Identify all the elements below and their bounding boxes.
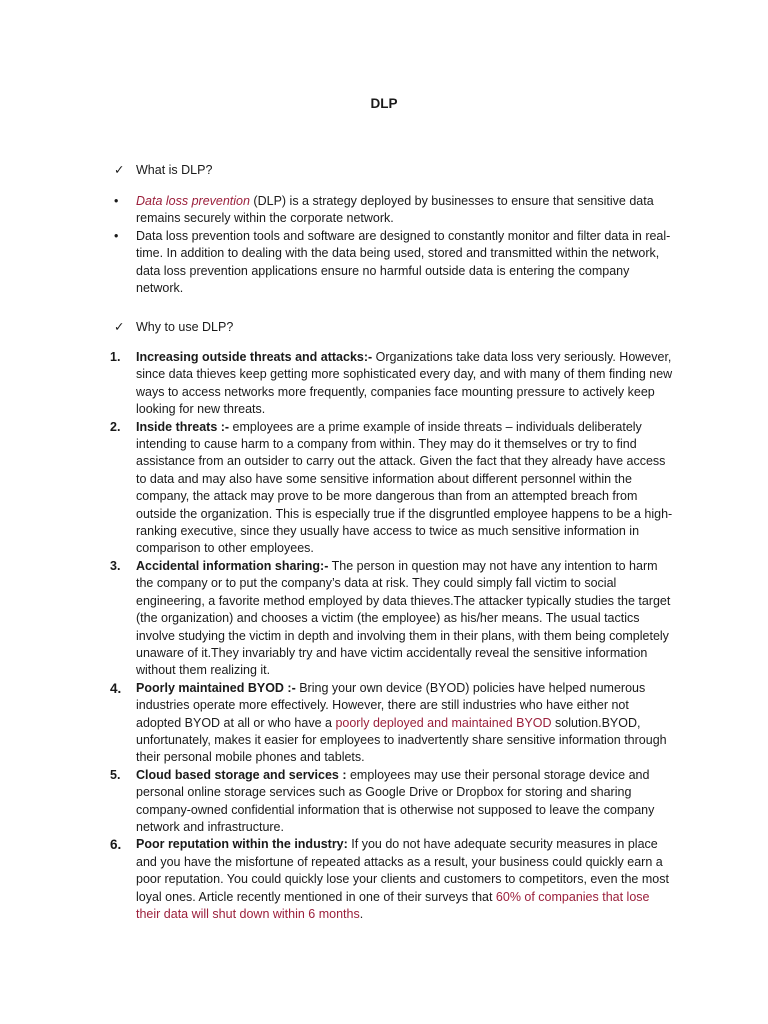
reason-text: If you do not have adequate security measures in place and you have the misfortune of repeated attacks as a result, your business could quickly earn a poor reputation. You could quickly lose your clients and customers to competitors, even the most loyal ones. Article recently mentioned in one of their surveys that (136, 837, 669, 904)
reason-title: Inside threats :- (136, 419, 230, 434)
list-item (110, 419, 676, 558)
section-heading-why-text: Why to use DLP? (136, 320, 234, 334)
reason-text: employees are a prime example of inside threats – individuals deliberately intending to cause harm to a company from within. They may do it themselves or try to find assistance from an outsider to carry out the attack. Given the fact that they already have access to data and may also have some sensitive information about different personnel within the company, the attack may prove to be more dangerous than from an attempted breach from outside the organization. This is especially true if the disgruntled employee happens to be a high-ranking executive, since they usually have access to twice as much sensitive information in comparison to other employees. (136, 419, 673, 556)
bullet-icon: • (114, 228, 119, 243)
list-number: 3. (110, 558, 121, 573)
reason-title: Poorly maintained BYOD :- (136, 680, 296, 695)
list-item (110, 558, 676, 680)
bullet-text: (DLP) is a strategy deployed by businesses to ensure that sensitive data remains securely within the corporate network. (136, 194, 654, 226)
reason-title: Poor reputation within the industry: (136, 837, 348, 852)
section-heading-what (114, 162, 212, 179)
reason-text: employees may use their personal storage device and personal online storage services such as Google Drive or Dropbox for storing and sharing company-owned confidential information that is otherwise not supposed to leave the company network and infrastructure. (136, 767, 655, 834)
list-item (110, 836, 676, 923)
bullet-icon: • (114, 194, 119, 208)
list-item (110, 767, 676, 837)
reasons-list (110, 349, 676, 923)
reason-text: The person in question may not have any intention to harm the company or to put the company’s data at risk. They could simply fall victim to social engineering, a favorite method employed by data thieves.The attacker typically studies the target (the organization) and chooses a victim (the employee) as his/her means. The usual tactics involve studying the victim in depth and involving them in their plans, with them being completely unaware of it.They invariably try and have victim accidentally reveal the sensitive information without them realizing it. (136, 558, 671, 678)
list-number: 5. (110, 767, 121, 782)
list-item (110, 193, 676, 228)
bullet-text: Data loss prevention tools and software are designed to constantly monitor and filter data in real-time. In addition to dealing with the data being used, stored and transmitted within the network, data loss prevention applications ensure no harmful outside data is entering the company network. (136, 228, 671, 296)
page-title: DLP (370, 96, 398, 111)
reason-title: Accidental information sharing:- (136, 558, 329, 573)
bullet-list (110, 193, 676, 297)
list-item (110, 228, 676, 298)
reason-text: Organizations take data loss very seriously. However, since data thieves keep getting more sophisticated every day, and with many of them finding new ways to access networks more frequently, companies face mounting pressure to actively keep looking for new threats. (136, 350, 673, 417)
section-heading-why (114, 319, 233, 336)
dlp-link[interactable]: Data loss prevention (136, 194, 250, 208)
list-number: 4. (110, 680, 122, 696)
section-heading-what-text: What is DLP? (136, 163, 213, 177)
list-item (110, 680, 676, 767)
reason-text-end: solution.BYOD, unfortunately, makes it easier for employees to inadvertently share sensitive information through their personal mobile phones and tablets. (136, 715, 667, 765)
list-item (110, 349, 676, 419)
reason-text-end: . (359, 907, 364, 921)
reason-title: Cloud based storage and services : (136, 767, 347, 782)
reason-text: Bring your own device (BYOD) policies have helped numerous industries operate more effectively. However, there are still industries who have either not adopted BYOD at all or who have a (136, 680, 646, 730)
list-number: 6. (110, 837, 122, 853)
list-number: 2. (110, 419, 121, 434)
checkmark-icon: ✓ (114, 320, 125, 334)
list-number: 1. (110, 350, 121, 364)
reason-title: Increasing outside threats and attacks:- (136, 350, 373, 364)
checkmark-icon: ✓ (114, 163, 125, 177)
byod-link[interactable]: poorly deployed and maintained BYOD (335, 715, 552, 730)
statistic-link[interactable]: 60% of companies that lose their data will shut down within 6 months (136, 889, 650, 921)
